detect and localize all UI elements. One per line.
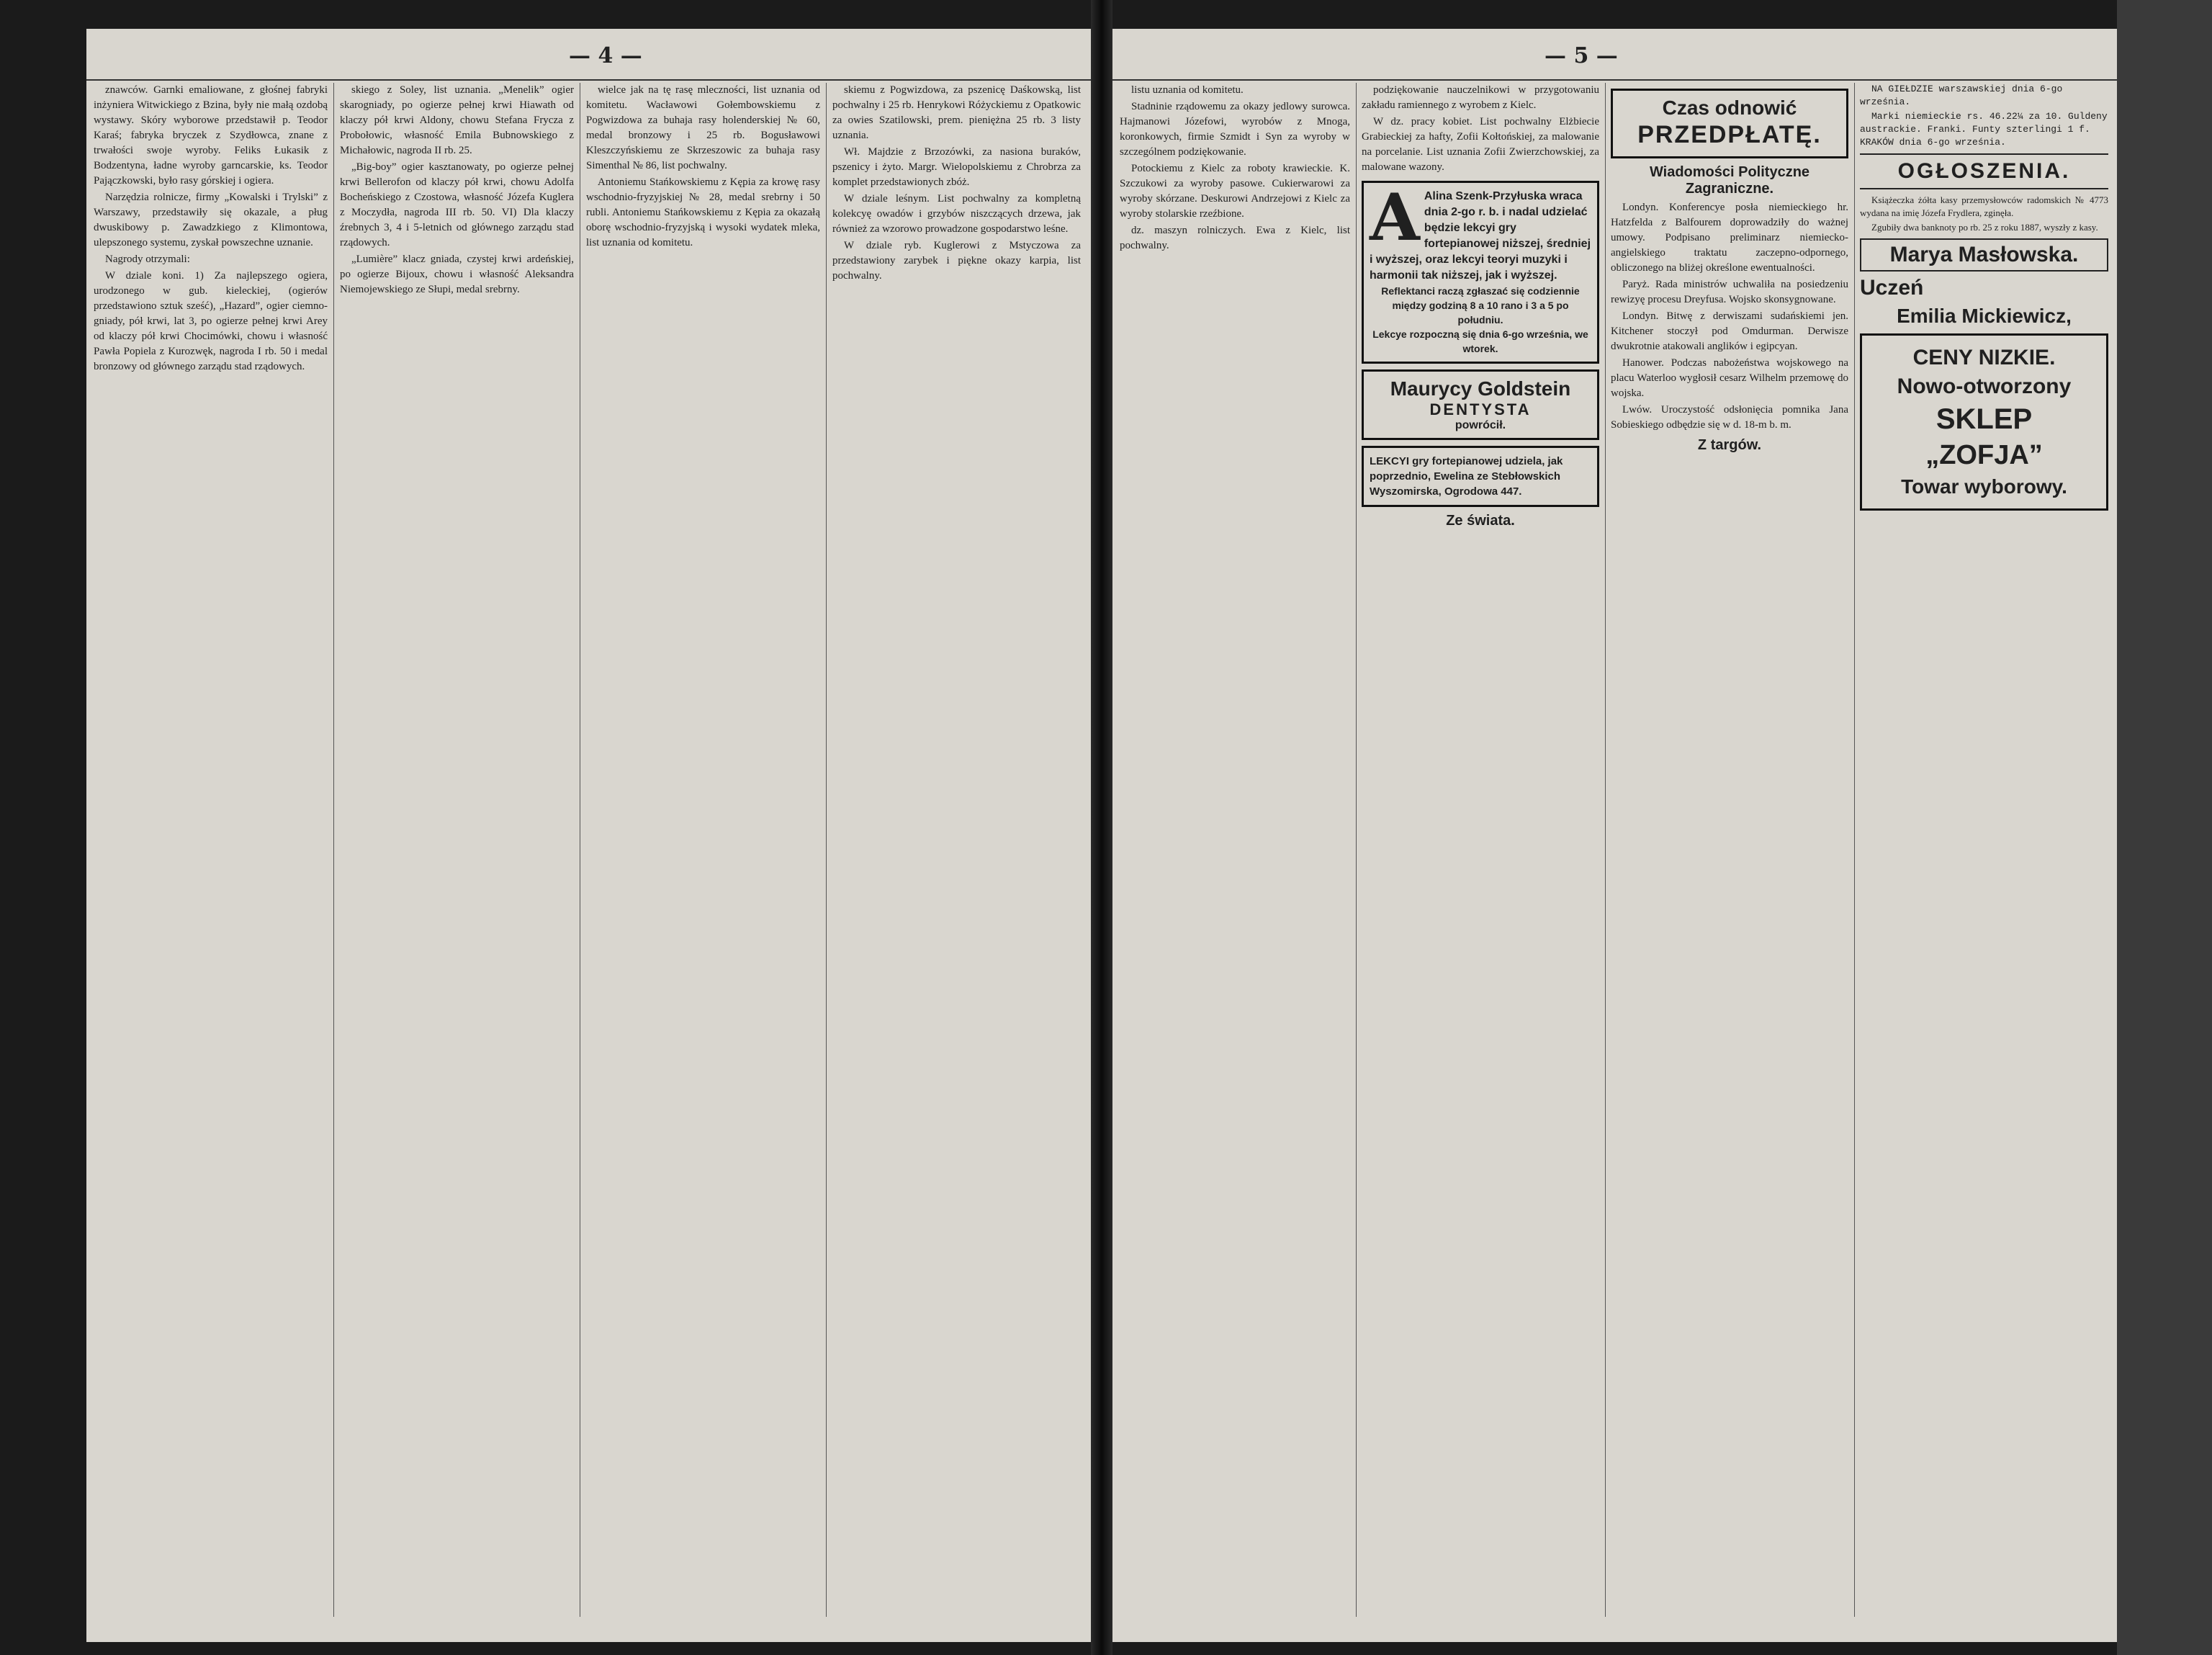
column-2 (1362, 83, 1599, 1617)
subscription-box (1611, 89, 1848, 158)
paragraph: W dziale ryb. Kuglerowi z Mstyczowa za przedstawiony zarybek i piękne okazy karpia, list pochwalny. (832, 240, 1081, 282)
column-rule (1356, 83, 1357, 1617)
uczen-ad: Uczeń (1860, 276, 1924, 300)
shop-name: SKLEP (1936, 403, 2033, 435)
paragraph: W dziale koni. 1) Za najlepszego ogiera, urodzonego w gub. kieleckiej, (ogierów przedstawiono sztuk sześć), „Hazard”, ogier ciemno-gniady, pół krwi, lat 3, po ogierze pełnej krwi Arey od klaczy pół krwi Chocimówki, chowu i własność Pawła Popiela z Kurozwęk, nagroda I rb. 50 i medal bronzowy od głównego zarządu stad rządowych. (94, 270, 328, 372)
column-4 (832, 83, 1081, 1617)
column-3 (586, 83, 820, 1617)
shop-ad (1860, 333, 2108, 511)
paragraph: Hanower. Podczas nabożeństwa wojskowego na placu Waterloo wygłosił cesarz Wilhelm przemowę do wojska. (1611, 357, 1848, 399)
dentist-name: Maurycy Goldstein (1390, 377, 1571, 400)
paragraph: Londyn. Konferencye posła niemieckiego hr. Hatzfelda z Balfourem doprowadziły do ważnej umowy. Podpisano preliminarz niemiecko-angielskiego traktatu zaczepno-odpornego, obliczonego na bliżej określone ewentualności. (1611, 202, 1848, 274)
subscription-line1: Czas odnowić (1662, 97, 1797, 119)
column-rule (826, 83, 827, 1617)
paragraph: wielce jak na tę rasę mleczności, list uznania od komitetu. Wacławowi Gołembowskiemu z Pogwizdowa za buhaja rasy holenderskiej № 60, medal bronzowy i 25 rb. Bogusławowi Kleszczyńskiemu ze Skrzeszowic za buhaja rasy Simenthal № 86, list pochwalny. (586, 84, 820, 171)
paragraph: znawców. Garnki emaliowane, z głośnej fabryki inżyniera Witwickiego z Bzina, były nie małą ozdobą wystawy. Skóry wyborowe przedstawił p. Teodor Karaś; fabryka bryczek z Szydłowca, znane z trwałości swoje wyroby. Feliks Łukasik z Bodzentyna, ładne wyroby garncarskie, ks. Teodor Pajączkowski, było rasy górskiej i ogiera. (94, 84, 328, 187)
exchange-rates: Marki niemieckie rs. 46.22¼ za 10. Guldeny austrackie. Franki. Funty szterlingi 1 f. KRAKÓW dnia 6-go września. (1860, 111, 2108, 148)
subscription-line2: PRZEDPŁATĘ. (1637, 121, 1822, 148)
section-heading: Z targów. (1697, 437, 1762, 453)
paragraph: Nagrody otrzymali: (105, 254, 190, 265)
paragraph: Londyn. Bitwę z derwiszami sudańskiemi jen. Kitchener stoczył pod Omdurman. Derwisze dwukrotnie atakowali anglików i egipcyan. (1611, 310, 1848, 352)
paragraph: Antoniemu Stańkowskiemu z Kępia za krowę rasy wschodnio-fryzyjskiej № 28, medal srebrny i 50 rubli. Antoniemu Stańkowskiemu z Kępia za okazałą oborę wschodnio-fryzyjską i wysoki wydatek mleka, list uznania od komitetu. (586, 176, 820, 248)
shop-slogan: Towar wyborowy. (1901, 475, 2067, 498)
column-3 (1611, 83, 1848, 1617)
dentist-title: DENTYSTA (1429, 400, 1532, 418)
exchange-heading: NA GIEŁDZIE warszawskiej dnia 6-go września. (1860, 84, 2063, 107)
paragraph: Wł. Majdzie z Brzozówki, za nasiona buraków, pszenicy i żyto. Margr. Wielopolskiemu z Chrobrza za komplet przedstawionych zbóż. (832, 146, 1081, 188)
notice: Książeczka żółta kasy przemysłowców radomskich № 4773 wydana na imię Józefa Frydlera, zginęła. (1860, 194, 2108, 218)
left-page (86, 29, 1091, 1642)
shop-brand: „ZOFJA” (1925, 440, 2043, 470)
column-rule (1854, 83, 1855, 1617)
mickiewicz-ad: Emilia Mickiewicz, (1897, 305, 2072, 327)
header-rule (86, 79, 1091, 81)
drop-cap: A (1370, 179, 1420, 256)
paragraph: Narzędzia rolnicze, firmy „Kowalski i Trylski” z Warszawy, przedstawiły się okazale, a pług dwuskibowy p. Zawadzkiego z Klimontowa, ulepszonego systemu, zyskał powszechne uznanie. (94, 192, 328, 248)
column-1 (1120, 83, 1350, 1617)
column-4 (1860, 83, 2108, 1617)
shop-prices: CENY NIZKIE. (1912, 346, 2056, 369)
lesson-ad-start: Lekcye rozpoczną się dnia 6-go września, we wtorek. (1372, 328, 1588, 354)
paragraph: W dziale leśnym. List pochwalny za kompletną kolekcyę owadów i grzybów niszczących drzewa, jak również za wzorowo prowadzone gospodarstwo leśne. (832, 193, 1081, 235)
right-page (1112, 29, 2117, 1642)
paragraph: Paryż. Rada ministrów uchwaliła na posiedzeniu rewizyę procesu Dreyfusa. Wojsko skonsygnowane. (1611, 279, 1848, 305)
page-gutter (1091, 0, 1112, 1655)
lesson-ad-text: Alina Szenk-Przyłuska wraca dnia 2-go r. b. i nadal udzielać będzie lekcyi gry fortepianowej niższej, średniej i wyższej, oraz lekcyi teoryi muzyki i harmonii tak niższej, jak i wyższej. (1370, 190, 1591, 282)
paragraph: „Big-boy” ogier kasztanowaty, po ogierze pełnej krwi Bellerofon od klaczy pół krwi, chowu Adolfa Bocheńskiego z Czostowa, własność Józefa Kuglera z Moczydła, nagroda III rb. 50. VI) Dla klaczy źrebnych 3, 4 i 5-letnich od głównego zarządu stad rządowych. (340, 161, 574, 248)
maslowska-ad: Marya Masłowska. (1860, 238, 2108, 272)
paragraph: listu uznania od komitetu. (1131, 84, 1244, 96)
dentist-sub: powrócił. (1455, 419, 1506, 431)
paragraph: Stadninie rządowemu za okazy jedlowy surowca. Hajmanowi Józefowi, wyrobów z Mnoga, koronkowych, firmie Szmidt i Syn za wyroby w szczególnem podziękowanie. (1120, 101, 1350, 158)
paragraph: skiego z Soley, list uznania. „Menelik” ogier skarogniady, po ogierze pełnej krwi Hiawath od klaczy pół krwi Aldony, chowu Stefana Frycza z Probołowic, własność Emila Bubnowskiego z Michałowic, nagroda II rb. 25. (340, 84, 574, 156)
column-rule (333, 83, 334, 1617)
piano-ad: LEKCYI gry fortepianowej udziela, jak poprzednio, Ewelina ze Stebłowskich Wyszomirska, Ogrodowa 447. (1362, 446, 1599, 507)
shop-new: Nowo-otworzony (1897, 374, 2072, 398)
paragraph: Potockiemu z Kielc za roboty krawieckie. K. Szczukowi za wyroby pasowe. Cukierwarowi za wyroby skórzane. Deskurowi Andrzejowi z Kielc za wyroby stolarskie rzeźbione. (1120, 163, 1350, 220)
paragraph: podziękowanie nauczelnikowi w przygotowaniu zakładu ramiennego z wyrobem z Kielc. (1362, 84, 1599, 111)
lesson-ad (1362, 181, 1599, 364)
paragraph: Lwów. Uroczystość odsłonięcia pomnika Jana Sobieskiego odbędzie się w d. 18-m b. m. (1611, 404, 1848, 431)
page-number: — 5 — (1545, 43, 1618, 68)
lesson-ad-hours: Reflektanci raczą zgłaszać się codziennie między godziną 8 a 10 rano i 3 a 5 po południu. (1381, 285, 1580, 326)
header-rule (1112, 79, 2117, 81)
ads-heading: OGŁOSZENIA. (1897, 159, 2071, 183)
column-rule (1605, 83, 1606, 1617)
paragraph: W dz. pracy kobiet. List pochwalny Elżbiecie Grabieckiej za hafty, Zofii Kołtońskiej, za malowanie na porcelanie. List uznania Zofii Zwierzchowskiej, za malowane wazony. (1362, 116, 1599, 173)
paragraph: dz. maszyn rolniczych. Ewa z Kielc, list pochwalny. (1120, 225, 1350, 251)
dentist-ad (1362, 369, 1599, 440)
notice: Zgubiły dwa banknoty po rb. 25 z roku 1887, wyszły z kasy. (1871, 222, 2098, 233)
section-heading: Wiadomości Polityczne Zagraniczne. (1649, 164, 1810, 197)
column-2 (340, 83, 574, 1617)
page-number: — 4 — (569, 43, 642, 68)
paragraph: „Lumière” klacz gniada, czystej krwi ardeńskiej, po ogierze Bijoux, chowu i własność Aleksandra Niemojewskiego ze Słupi, medal srebrny. (340, 254, 574, 295)
scan-margin (2117, 0, 2212, 1655)
section-heading: Ze świata. (1446, 513, 1515, 529)
column-1 (94, 83, 328, 1617)
paragraph: skiemu z Pogwizdowa, za pszenicę Daśkowską, list pochwalny i 25 rb. Henrykowi Różyckiemu z Opatkowic za owies Szatilowski, prem. pieniężna 25 rb. 3 listy uznania. (832, 84, 1081, 141)
